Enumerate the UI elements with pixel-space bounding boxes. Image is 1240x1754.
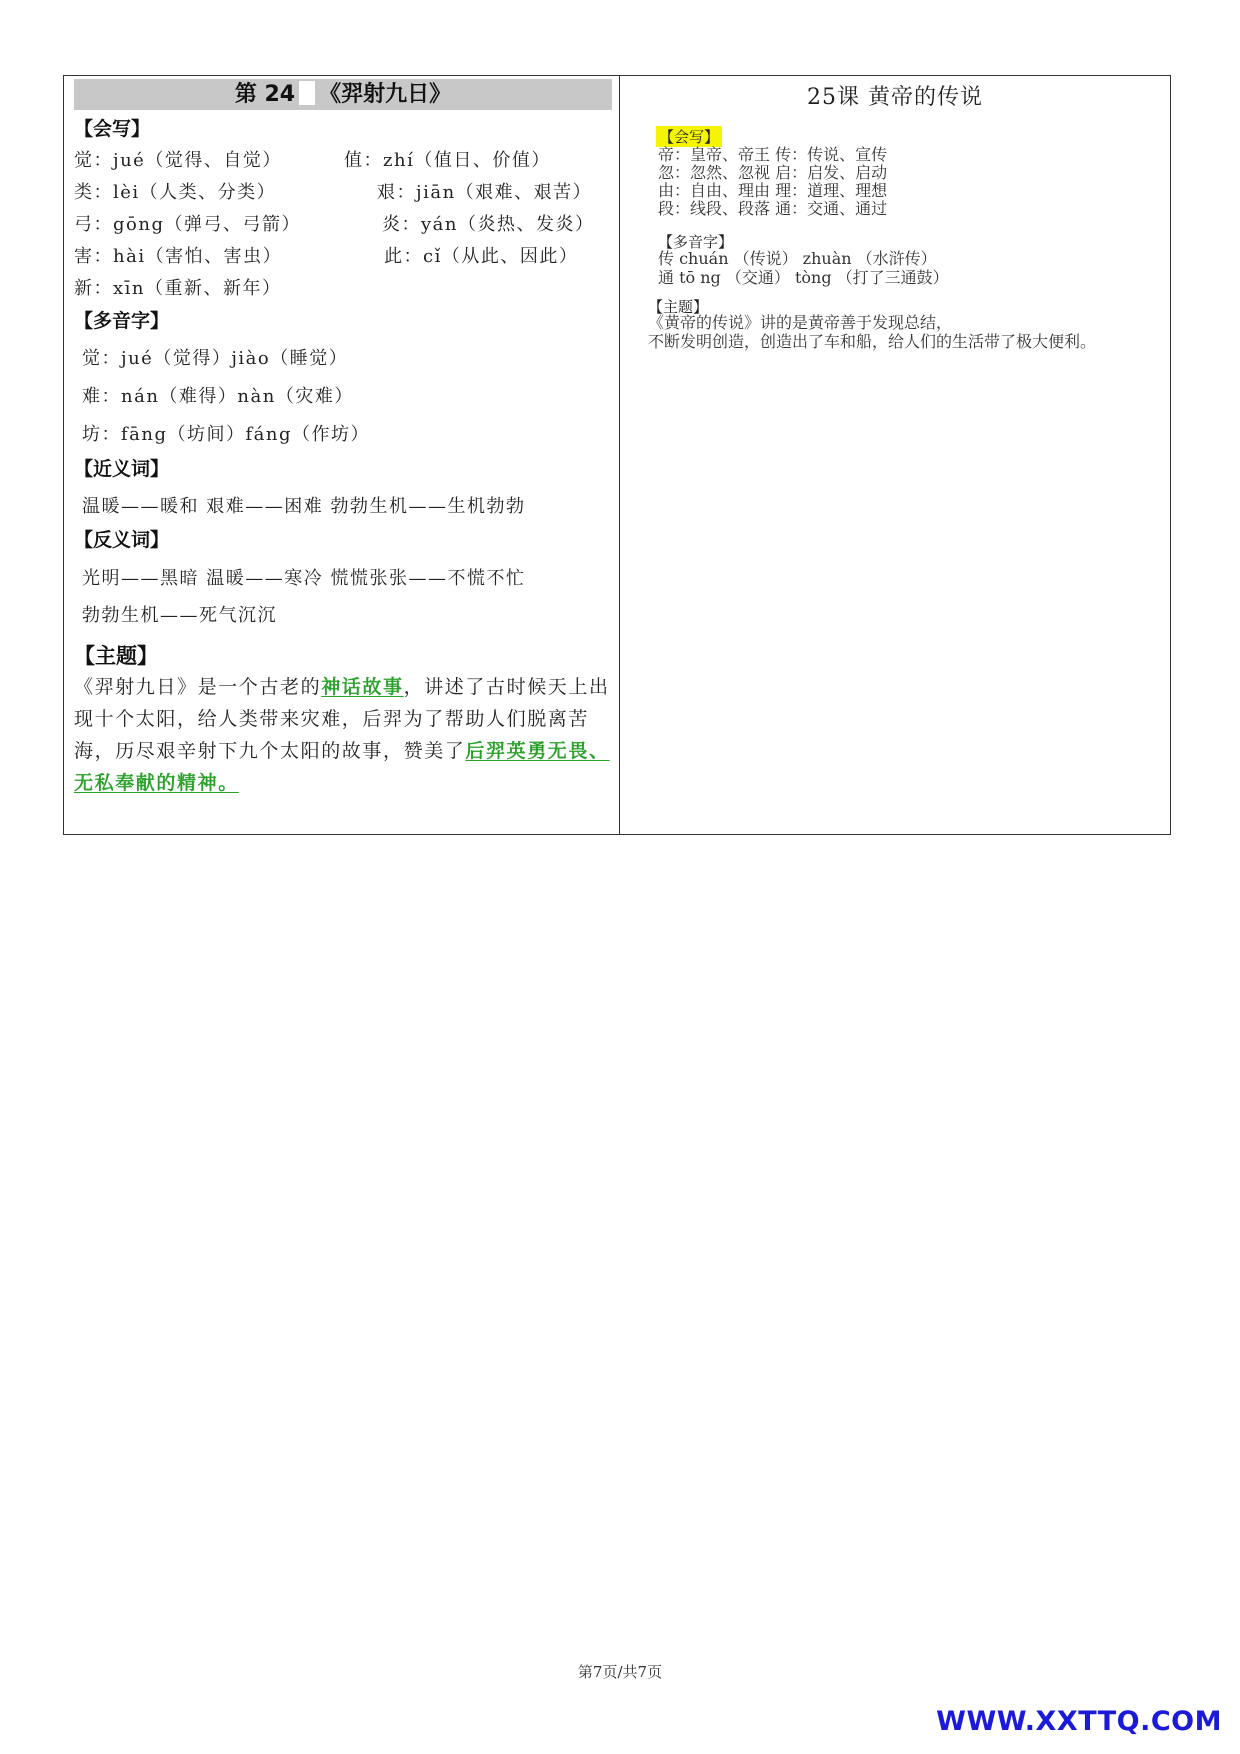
- theme-heading: 【主题】: [648, 298, 709, 316]
- writing-item: 此：cǐ（从此、因此）: [384, 246, 579, 267]
- polyphone-item: 难：nán（难得）nàn（灾难）: [82, 386, 354, 407]
- polyphone-item: 觉：jué（觉得）jiào（睡觉）: [82, 348, 349, 369]
- writing-item: 炎：yán（炎热、发炎）: [382, 214, 595, 235]
- lesson-24-column: [64, 76, 620, 834]
- writing-item: 害：hài（害怕、害虫）: [74, 246, 283, 267]
- lesson-24-name: 《羿射九日》: [319, 82, 452, 107]
- writing-heading-highlighted: 【会写】: [656, 126, 722, 147]
- lesson-24-number: 第 24: [234, 82, 296, 107]
- writing-item: 弓：gōng（弹弓、弓箭）: [74, 214, 301, 235]
- theme-line: 《黄帝的传说》讲的是黄帝善于发现总结，: [648, 313, 953, 332]
- lesson-table: [63, 75, 1171, 835]
- antonym-heading: 【反义词】: [74, 529, 170, 551]
- theme-heading: 【主题】: [74, 644, 158, 668]
- polyphone-heading: 【多音字】: [658, 233, 734, 251]
- synonym-heading: 【近义词】: [74, 458, 170, 480]
- theme-text: 《羿射九日》是一个古老的: [74, 676, 322, 698]
- writing-item: 由：自由、理由 理：道理、理想: [658, 181, 888, 200]
- writing-item: 值：zhí（值日、价值）: [344, 150, 551, 171]
- writing-item: 忽：忽然、忽视 启：启发、启动: [658, 163, 888, 182]
- writing-item: 觉：jué（觉得、自觉）: [74, 150, 282, 171]
- polyphone-item: 通 tō ng （交通） tòng （打了三通鼓）: [658, 268, 949, 287]
- lesson-25-column: [620, 76, 1170, 834]
- synonym-line: 温暖——暖和 艰难——困难 勃勃生机——生机勃勃: [82, 496, 526, 517]
- site-watermark: WWW.XXTTQ.COM: [936, 1706, 1222, 1737]
- page-number: 第7页/共7页: [577, 1663, 663, 1681]
- writing-heading: 【会写】: [74, 118, 151, 140]
- theme-text: ，讲述了古时候天上出现十个太阳，给人类带来灾难，后羿为了帮助人们脱离苦海，历尽艰辛射下九个太阳的故事，赞美了: [74, 676, 610, 762]
- polyphone-item: 坊：fāng（坊间）fáng（作坊）: [82, 424, 371, 445]
- theme-highlight: 神话故事: [321, 676, 404, 698]
- writing-item: 艰：jiān（艰难、艰苦）: [377, 182, 593, 203]
- theme-line: 不断发明创造，创造出了车和船，给人们的生活带了极大便利。: [648, 332, 1097, 351]
- antonym-line: 勃勃生机——死气沉沉: [82, 605, 277, 626]
- writing-item: 新：xīn（重新、新年）: [74, 278, 282, 299]
- lesson-25-title: 25课 黄帝的传说: [807, 85, 983, 110]
- writing-item: 类：lèi（人类、分类）: [74, 182, 277, 203]
- theme-highlight: 后羿英勇无畏、无私奉献的精神。: [74, 740, 610, 794]
- lesson-24-title: [74, 79, 612, 110]
- polyphone-heading: 【多音字】: [74, 310, 170, 332]
- polyphone-item: 传 chuán （传说） zhuàn （水浒传）: [658, 249, 937, 268]
- title-gap: [299, 81, 315, 105]
- writing-item: 段：线段、段落 通：交通、通过: [658, 199, 888, 218]
- antonym-line: 光明——黑暗 温暖——寒冷 慌慌张张——不慌不忙: [82, 568, 526, 589]
- writing-item: 帝：皇帝、帝王 传：传说、宣传: [658, 145, 888, 164]
- theme-paragraph: [74, 671, 614, 799]
